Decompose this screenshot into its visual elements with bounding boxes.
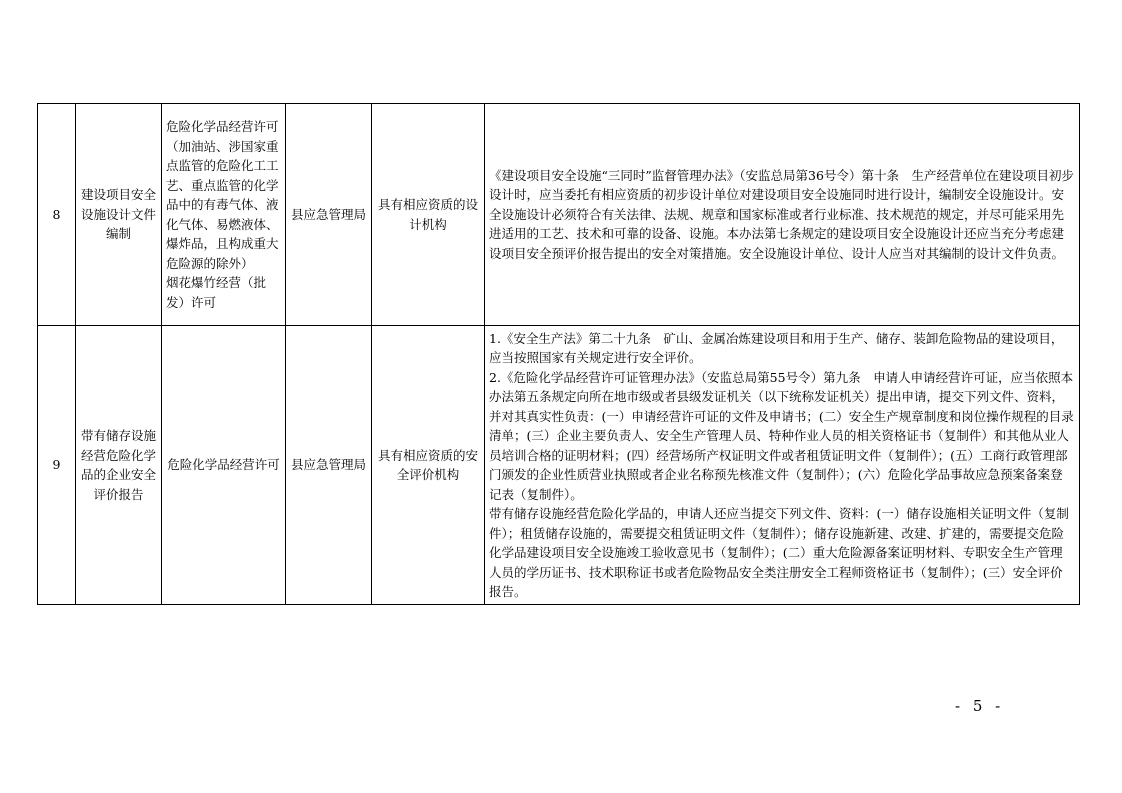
table-row — [38, 326, 1080, 605]
service-item: 带有储存设施经营危险化学品的企业安全评价报告 — [76, 326, 162, 605]
row-number: 9 — [38, 326, 76, 605]
basis-paragraph: 《建设项目安全设施“三同时”监督管理办法》（安监总局第36号令）第十条 生产经营单位在建设项目初步设计时，应当委托有相应资质的初步设计单位对建设项目安全设施同时进行设计，编制安全设施设计。安全设施设计必须符合有关法律、法规、规章和国家标准或者行业标准、技术规范的规定，并尽可能采用先进适用的工艺、技术和可靠的设备、设施。本办法第七条规定的建设项目安全设施设计还应当充分考虑建设项目安全预评价报告提出的安全对策措施。安全设施设计单位、设计人应当对其编制的设计文件负责。 — [489, 167, 1074, 261]
approval-department: 县应急管理局 — [286, 326, 372, 605]
permit-text-secondary: 烟花爆竹经营（批发）许可 — [166, 275, 267, 310]
table-row — [38, 104, 1080, 326]
row-number: 8 — [38, 104, 76, 326]
legal-basis — [485, 326, 1080, 605]
service-organization: 具有相应资质的设计机构 — [372, 104, 485, 326]
service-item: 建设项目安全设施设计文件编制 — [76, 104, 162, 326]
related-permit — [162, 104, 286, 326]
service-organization: 具有相应资质的安全评价机构 — [372, 326, 485, 605]
legal-basis — [485, 104, 1080, 326]
requirements-table — [37, 103, 1080, 605]
basis-paragraph: 带有储存设施经营危险化学品的，申请人还应当提交下列文件、资料：(一）储存设施相关证明文件（复制件）；租赁储存设施的，需要提交租赁证明文件（复制件）；储存设施新建、改建、扩建的，需要提交危险化学品建设项目安全设施竣工验收意见书（复制件）；(二）重大危险源备案证明材料、专职安全生产管理人员的学历证书、技术职称证书或者危险物品安全类注册安全工程师资格证书（复制件）；(三）安全评价报告。 — [489, 506, 1069, 599]
approval-department: 县应急管理局 — [286, 104, 372, 326]
page-number: - 5 - — [955, 697, 1005, 715]
basis-paragraph: 1.《安全生产法》第二十九条 矿山、金属冶炼建设项目和用于生产、储存、装卸危险物品的建设项目，应当按照国家有关规定进行安全评价。 — [489, 330, 1064, 365]
basis-paragraph: 2.《危险化学品经营许可证管理办法》（安监总局第55号令）第九条 申请人申请经营许可证，应当依照本办法第五条规定向所在地市级或者县级发证机关（以下统称发证机关）提出申请，提交下列文件、资料，并对其真实性负责：(一）申请经营许可证的文件及申请书；(二）安全生产规章制度和岗位操作规程的目录清单；(三）企业主要负责人、安全生产管理人员、特种作业人员的相关资格证书（复制件）和其他从业人员培训合格的证明材料；(四）经营场所产权证明文件或者租赁证明文件（复制件）；(五）工商行政管理部门颁发的企业性质营业执照或者企业名称预先核准文件（复制件）；(六）危险化学品事故应急预案备案登记表（复制件）。 — [489, 369, 1074, 502]
permit-text: 危险化学品经营许可（加油站、涉国家重点监管的危险化工工艺、重点监管的化学品中的有毒气体、液化气体、易燃液体、爆炸品，且构成重大危险源的除外） — [166, 119, 279, 271]
related-permit: 危险化学品经营许可 — [162, 326, 286, 605]
